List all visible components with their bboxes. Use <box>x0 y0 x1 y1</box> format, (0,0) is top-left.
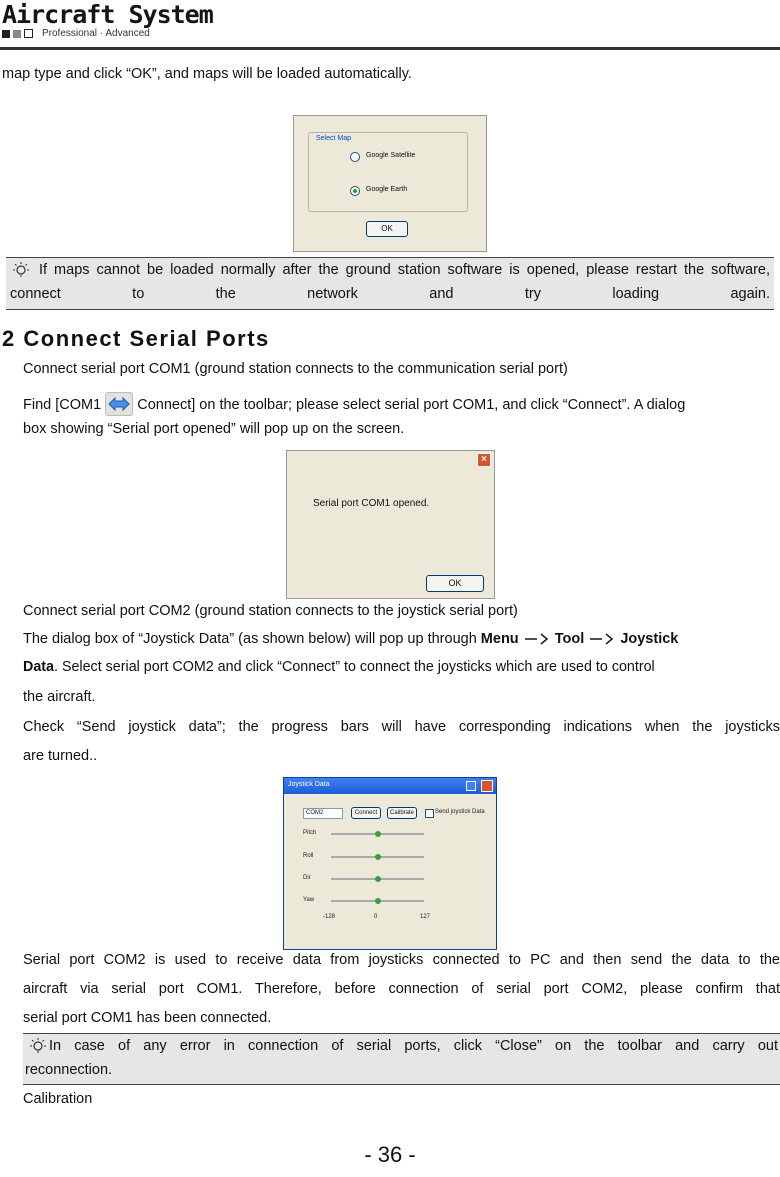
slider-knob[interactable] <box>375 854 381 860</box>
lightbulb-icon <box>10 261 32 279</box>
channel-label: Pitch <box>303 830 317 836</box>
joystick-line-2 <box>23 659 780 675</box>
com2-line-3: serial port COM1 has been connected. <box>23 1010 272 1026</box>
square-icon <box>2 30 10 38</box>
dialog-title: Joystick Data <box>288 781 330 788</box>
menu-label: Menu <box>480 631 519 647</box>
channel-label: Dir <box>303 875 311 881</box>
tool-label: Tool <box>554 631 585 647</box>
radio-google-satellite[interactable] <box>350 152 360 162</box>
connect-button[interactable]: Connect <box>351 807 381 819</box>
slider-knob[interactable] <box>375 898 381 904</box>
groupbox-title: Select Map <box>316 135 352 142</box>
find-line-1 <box>23 397 780 413</box>
tip-text: In case of any error in connection of serial ports, click “Close” on the toolbar and carry out <box>49 1038 778 1054</box>
joystick-label: Joystick <box>620 631 679 647</box>
close-button[interactable]: × <box>477 453 491 467</box>
brand-tagline <box>2 28 150 39</box>
option-google-earth: Google Earth <box>366 186 408 193</box>
close-icon[interactable] <box>481 780 493 792</box>
slider-knob[interactable] <box>375 876 381 882</box>
connect-toolbar-icon <box>105 392 133 416</box>
brand-title: Aircraft System <box>2 0 213 29</box>
data-label: Data <box>23 659 54 675</box>
find-line-2: box showing “Serial port opened” will pop up on the screen. <box>23 421 405 437</box>
radio-google-earth[interactable] <box>350 186 360 196</box>
joystick-data-dialog <box>283 777 497 950</box>
ok-button[interactable]: OK <box>366 221 408 237</box>
dialog-titlebar <box>284 778 496 794</box>
scale-min: -128 <box>323 914 336 920</box>
lightbulb-icon <box>27 1037 49 1055</box>
minimize-icon[interactable] <box>466 781 476 791</box>
header-rule <box>0 47 780 50</box>
dialog-ok-button[interactable]: OK <box>426 575 484 592</box>
channel-label: Yaw <box>303 897 315 903</box>
option-google-satellite: Google Satellite <box>366 152 416 159</box>
radio-selected-dot <box>353 189 357 193</box>
section-heading <box>2 326 270 352</box>
arrow-right-icon <box>523 633 551 645</box>
map-groupbox <box>308 132 468 212</box>
step-com1: Connect serial port COM1 (ground station connects to the communication serial port) <box>23 361 568 377</box>
dialog-message: Serial port COM1 opened. <box>313 498 430 509</box>
square-icon <box>13 30 21 38</box>
select-map-screenshot <box>293 115 487 252</box>
send-data-label: Send joystick Data <box>435 809 485 815</box>
channel-slider[interactable] <box>331 878 424 880</box>
section-number: 2 <box>2 326 16 351</box>
intro-text: map type and click “OK”, and maps will be loaded automatically. <box>2 66 412 82</box>
com2-line-2: aircraft via serial port COM1. Therefore, before connection of serial port COM2, please confirm that <box>23 981 780 997</box>
joystick-text-b: . Select serial port COM2 and click “Connect” to connect the joysticks which are used to control <box>54 659 655 675</box>
check-line-2: are turned.. <box>23 748 98 764</box>
channel-slider[interactable] <box>331 833 424 835</box>
calibration-heading: Calibration <box>23 1091 93 1107</box>
tip-box <box>23 1033 780 1085</box>
slider-knob[interactable] <box>375 831 381 837</box>
channel-label: Roll <box>303 853 314 859</box>
arrow-right-icon <box>588 633 616 645</box>
port-select[interactable]: COM2 <box>303 808 343 819</box>
find-text-a: Find [COM1 <box>23 397 106 413</box>
tagline-text: Professional · Advanced <box>42 28 150 39</box>
check-line-1: Check “Send joystick data”; the progress bars will have corresponding indications when the joysticks <box>23 719 780 735</box>
scale-mid: 0 <box>374 914 378 920</box>
tip-text-2: reconnection. <box>25 1062 113 1078</box>
joystick-text-a: The dialog box of “Joystick Data” (as shown below) will pop up through <box>23 631 477 647</box>
channel-slider[interactable] <box>331 856 424 858</box>
page-number: - 36 - <box>364 1142 416 1167</box>
section-title: Connect Serial Ports <box>23 326 270 351</box>
scale-max: 127 <box>420 914 431 920</box>
channel-slider[interactable] <box>331 900 424 902</box>
serial-opened-dialog <box>286 450 495 599</box>
joystick-line-3: the aircraft. <box>23 689 96 705</box>
send-data-checkbox[interactable] <box>425 809 434 818</box>
step-com2: Connect serial port COM2 (ground station connects to the joystick serial port) <box>23 603 518 619</box>
joystick-line-1 <box>23 631 780 647</box>
tip-box <box>6 257 774 310</box>
com2-line-1: Serial port COM2 is used to receive data from joysticks connected to PC and then send the data to the <box>23 952 780 968</box>
tip-text: If maps cannot be loaded normally after the ground station software is opened, please restart the software, connect to the network and try loading again. <box>10 262 770 302</box>
calibrate-button[interactable]: Calibrate <box>387 807 417 819</box>
find-text-b: Connect] on the toolbar; please select serial port COM1, and click “Connect”. A dialog <box>137 397 686 413</box>
square-outline-icon <box>24 29 33 38</box>
